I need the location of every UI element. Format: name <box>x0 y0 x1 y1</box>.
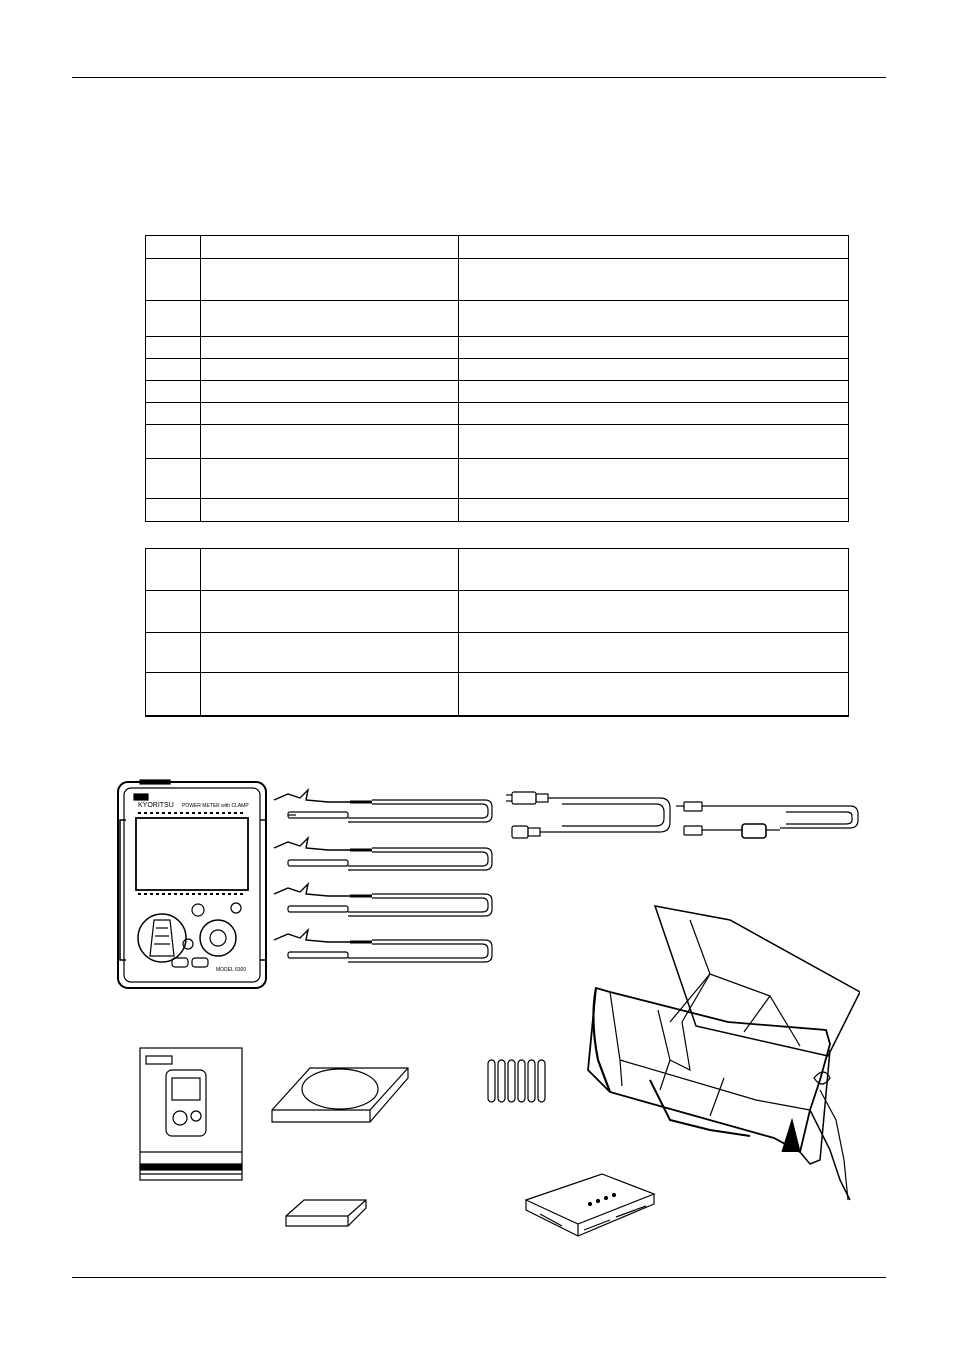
table1-row <box>146 337 849 359</box>
table1-row <box>146 425 849 459</box>
table1-cell <box>201 259 459 301</box>
instrument-model: MODEL 6300 <box>216 967 247 973</box>
table2-cell <box>146 633 201 673</box>
footer-rule <box>72 1277 886 1278</box>
table1-cell <box>146 301 201 337</box>
table1-cell <box>146 359 201 381</box>
table1-cell <box>201 381 459 403</box>
table1-cell <box>146 459 201 499</box>
table1-cell <box>201 337 459 359</box>
accessory-table-standard <box>145 235 849 522</box>
carrying-case <box>588 906 860 1200</box>
table2-row <box>146 673 849 716</box>
table1-row <box>146 459 849 499</box>
sd-card <box>286 1200 366 1226</box>
table1-row <box>146 259 849 301</box>
table1-cell <box>459 381 849 403</box>
table1-row <box>146 403 849 425</box>
accessory-table-optional <box>145 548 849 717</box>
table2-row <box>146 633 849 673</box>
table1-cell <box>459 459 849 499</box>
table2-cell <box>459 591 849 633</box>
power-meter-instrument <box>118 780 266 988</box>
voltage-test-lead-4 <box>274 930 492 962</box>
header-rule <box>72 77 886 78</box>
table1-cell <box>146 236 201 259</box>
power-cord <box>506 792 670 838</box>
table1-cell <box>201 425 459 459</box>
table1-row <box>146 359 849 381</box>
table2-cell <box>201 591 459 633</box>
instrument-brand: KYORITSU <box>138 802 174 809</box>
table1-cell <box>459 337 849 359</box>
table1-cell <box>146 499 201 522</box>
table1-cell <box>146 337 201 359</box>
table1-cell <box>459 301 849 337</box>
table1-cell <box>459 259 849 301</box>
table1-row <box>146 499 849 522</box>
voltage-test-lead-2 <box>274 838 492 870</box>
table1-cell <box>201 236 459 259</box>
table2-row <box>146 549 849 591</box>
table1-cell <box>201 459 459 499</box>
table1-cell <box>146 381 201 403</box>
card-reader <box>526 1174 654 1236</box>
table1-cell <box>201 403 459 425</box>
batteries <box>488 1060 545 1102</box>
table2-cell <box>201 633 459 673</box>
usb-cable <box>676 802 858 838</box>
table1-cell <box>459 499 849 522</box>
table1-cell <box>146 259 201 301</box>
table1-cell <box>146 403 201 425</box>
table1-cell <box>459 403 849 425</box>
table2-cell <box>201 673 459 716</box>
table2-cell <box>459 673 849 716</box>
table2-cell <box>201 549 459 591</box>
voltage-test-lead-1 <box>274 790 492 822</box>
table2-cell <box>146 673 201 716</box>
table1-row <box>146 236 849 259</box>
table2-cell <box>459 633 849 673</box>
accessories-illustration <box>110 760 860 1260</box>
table1-cell <box>459 236 849 259</box>
instruction-manual <box>140 1048 242 1180</box>
voltage-test-lead-3 <box>274 884 492 916</box>
table1-cell <box>146 425 201 459</box>
table1-row <box>146 301 849 337</box>
table2-cell <box>146 549 201 591</box>
table2-cell <box>146 591 201 633</box>
table1-cell <box>459 359 849 381</box>
table1-cell <box>459 425 849 459</box>
table1-cell <box>201 499 459 522</box>
table2-cell <box>459 549 849 591</box>
cd-rom <box>272 1068 408 1122</box>
table2-row <box>146 591 849 633</box>
table1-cell <box>201 359 459 381</box>
table1-row <box>146 381 849 403</box>
table1-cell <box>201 301 459 337</box>
instrument-title: POWER METER with CLAMP <box>182 803 249 809</box>
